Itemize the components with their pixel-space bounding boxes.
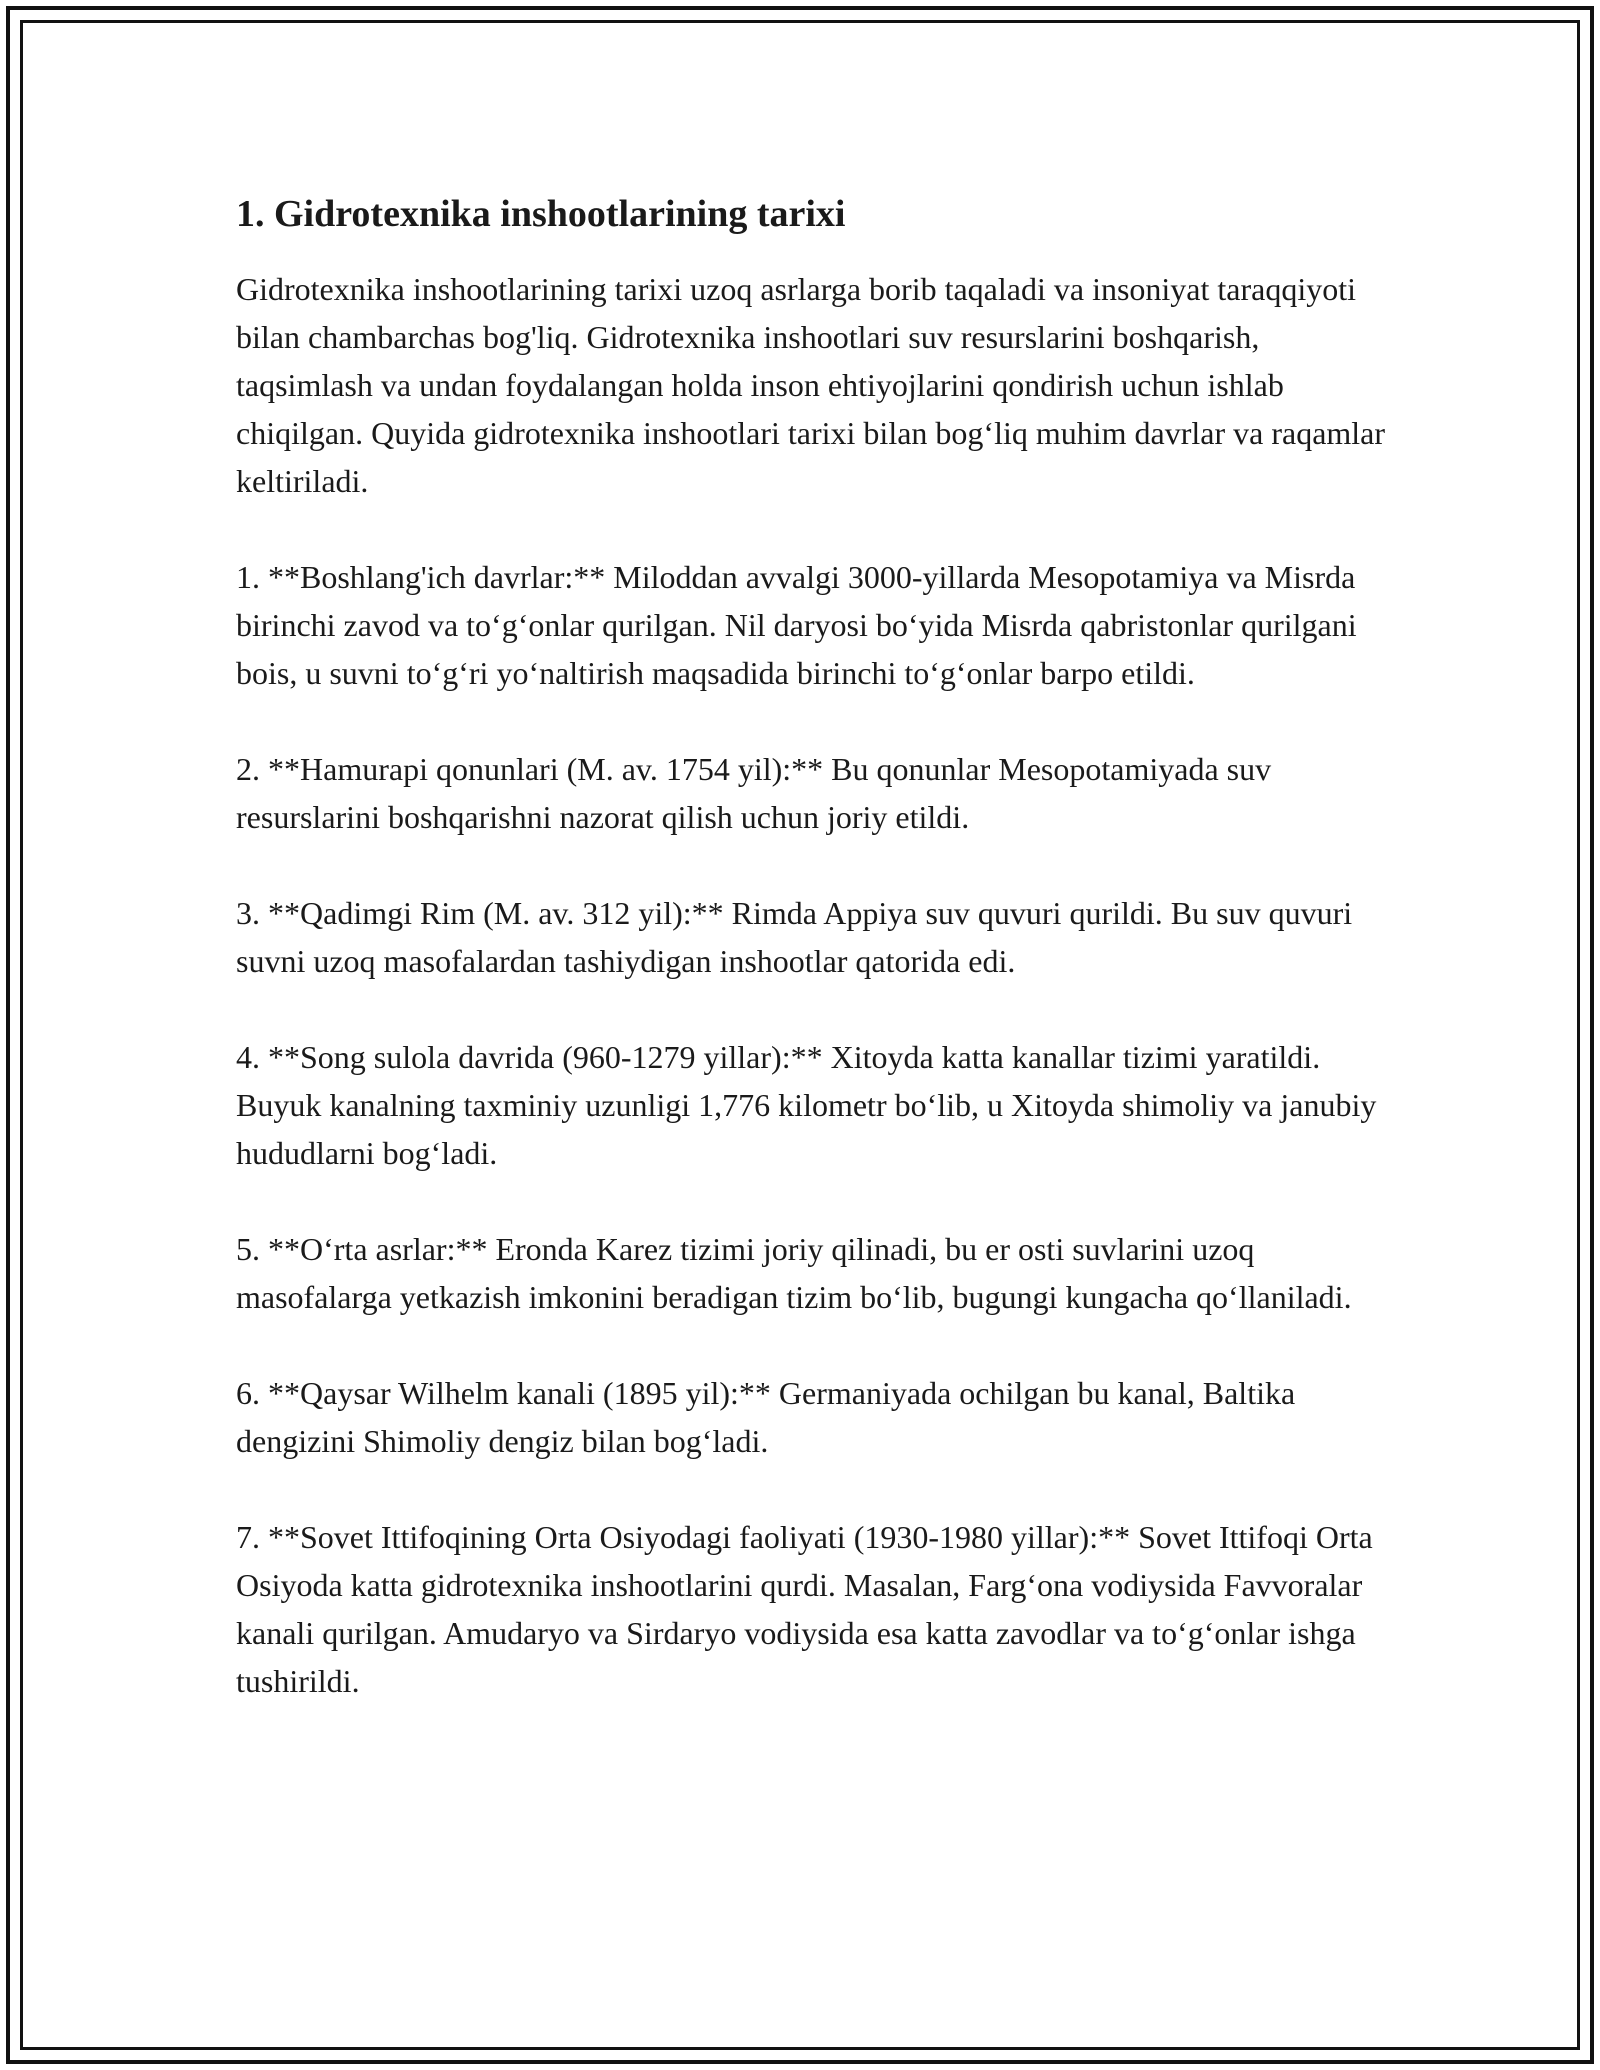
section-heading: 1. Gidrotexnika inshootlarining tarixi [236, 193, 846, 235]
history-item-7: 7. **Sovet Ittifoqining Orta Osiyodagi faoliyati (1930-1980 yillar):** Sovet Ittifoqi Orta Osiyoda katta gidrotexnika inshootlarini qurdi. Masalan, Farg‘ona vodiysida Favvoralar kanali qurilgan. Amudaryo va Sirdaryo vodiysida esa katta zavodlar va to‘g‘onlar ishga tushirildi. [236, 1519, 1373, 1700]
history-item-6: 6. **Qaysar Wilhelm kanali (1895 yil):** Germaniyada ochilgan bu kanal, Baltika dengizini Shimoliy dengiz bilan bog‘ladi. [236, 1375, 1296, 1460]
history-item-1: 1. **Boshlang'ich davrlar:** Miloddan avvalgi 3000-yillarda Mesopotamiya va Misrda birinchi zavod va to‘g‘onlar qurilgan. Nil daryosi bo‘yida Misrda qabristonlar qurilgani bois, u suvni to‘g‘ri yo‘naltirish maqsadida birinchi to‘g‘onlar barpo etildi. [236, 559, 1357, 692]
history-item-5: 5. **O‘rta asrlar:** Eronda Karez tizimi joriy qilinadi, bu er osti suvlarini uzoq masofalarga yetkazish imkonini beradigan tizim bo‘lib, bugungi kungacha qo‘llaniladi. [236, 1231, 1352, 1316]
document-body [236, 180, 1396, 1753]
history-item-4: 4. **Song sulola davrida (960-1279 yillar):** Xitoyda katta kanallar tizimi yaratildi. Buyuk kanalning taxminiy uzunligi 1,776 kilometr bo‘lib, u Xitoyda shimoliy va janubiy hududlarni bog‘ladi. [236, 1039, 1377, 1172]
history-item-2: 2. **Hamurapi qonunlari (M. av. 1754 yil):** Bu qonunlar Mesopotamiyada suv resurslarini boshqarishni nazorat qilish uchun joriy etildi. [236, 751, 1272, 836]
intro-paragraph: Gidrotexnika inshootlarining tarixi uzoq asrlarga borib taqaladi va insoniyat taraqqiyoti bilan chambarchas bog'liq. Gidrotexnika inshootlari suv resurslarini boshqarish, taqsimlash va undan foydalangan holda inson ehtiyojlarini qondirish uchun ishlab chiqilgan. Quyida gidrotexnika inshootlari tarixi bilan bog‘liq muhim davrlar va raqamlar keltiriladi. [236, 271, 1386, 500]
history-item-3: 3. **Qadimgi Rim (M. av. 312 yil):** Rimda Appiya suv quvuri qurildi. Bu suv quvuri suvni uzoq masofalardan tashiydigan inshootlar qatorida edi. [236, 895, 1353, 980]
